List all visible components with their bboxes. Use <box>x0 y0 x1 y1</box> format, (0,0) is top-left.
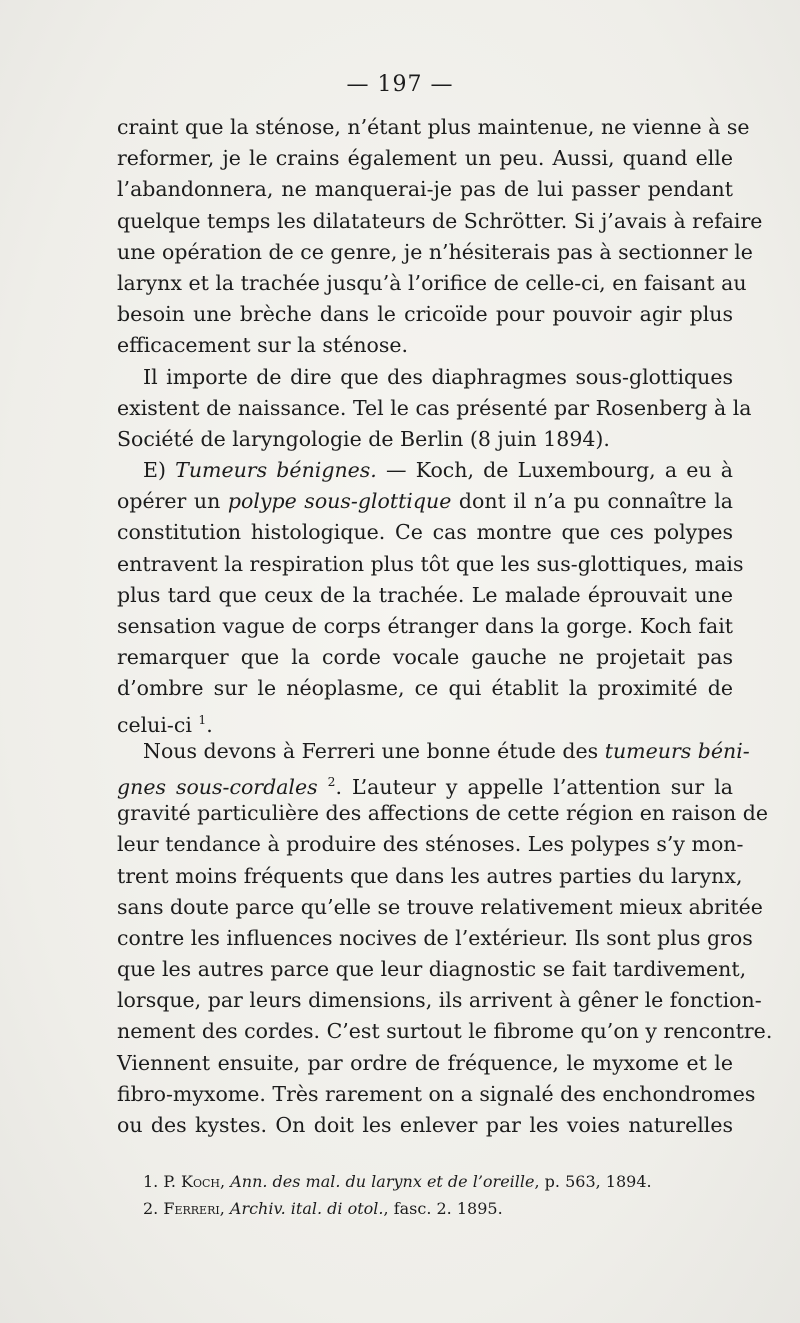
text-run: besoin une brèche dans le cricoïde pour pouvoir agir plus <box>117 302 733 327</box>
text-run: plus tard que ceux de la trachée. Le malade éprouvait une <box>117 582 733 607</box>
text-run <box>318 775 328 799</box>
text-line <box>117 580 733 611</box>
text-line <box>117 642 733 673</box>
text-run: gravité particulière des affections de cette région en raison de <box>117 801 768 826</box>
text-run: l’abandonnera, ne manquerai-je pas de lui passer pendant <box>117 177 733 202</box>
text-line <box>117 673 733 704</box>
text-run: opérer un <box>117 489 228 514</box>
text-run: existent de naissance. Tel le cas présenté par Rosenberg à la <box>117 395 752 420</box>
italic-text: Archiv. ital. di otol. <box>229 1199 384 1218</box>
italic-text: Ann. des mal. du larynx et de l’oreille <box>230 1172 535 1191</box>
italic-text: Tumeurs bénignes. <box>175 458 377 483</box>
text-line <box>117 767 733 798</box>
text-run: Nous devons à Ferreri une bonne étude des <box>143 738 605 763</box>
text-line <box>117 486 733 517</box>
text-line <box>117 237 753 268</box>
text-run: une opération de ce genre, je n’hésiterais pas à sectionner le <box>117 239 753 264</box>
text-line <box>117 206 763 237</box>
text-line <box>117 393 752 424</box>
text-line <box>117 143 733 174</box>
footnote <box>143 1168 723 1195</box>
text-run: leur tendance à produire des sténoses. Les polypes s’y mon- <box>117 832 744 857</box>
text-run: fibro-myxome. Très rarement on a signalé des enchondromes <box>117 1081 756 1106</box>
text-run: quelque temps les dilatateurs de Schrötter. Si j’avais à refaire <box>117 208 763 233</box>
text-line <box>117 174 733 205</box>
text-line <box>117 892 763 923</box>
text-line <box>117 268 747 299</box>
text-line <box>117 861 743 892</box>
text-run: Il importe de dire que des diaphragmes sous-glottiques <box>143 364 733 389</box>
text-line <box>117 954 747 985</box>
text-run: , <box>220 1172 231 1191</box>
text-line <box>117 736 750 767</box>
text-line <box>117 517 733 548</box>
text-line <box>117 455 733 486</box>
text-run: reformer, je le crains également un peu. Aussi, quand elle <box>117 146 733 171</box>
footnotes <box>143 1168 723 1222</box>
text-run: trent moins fréquents que dans les autres parties du larynx, <box>117 863 743 888</box>
text-run: , p. 563, 1894. <box>534 1172 652 1191</box>
body-text <box>117 112 773 1141</box>
text-run: contre les influences nocives de l’extérieur. Ils sont plus gros <box>117 925 753 950</box>
text-line <box>117 923 753 954</box>
text-run: craint que la sténose, n’étant plus maintenue, ne vienne à se <box>117 115 750 139</box>
text-run: Société de laryngologie de Berlin (8 juin 1894). <box>117 426 610 451</box>
text-line <box>117 1048 733 1079</box>
text-line <box>117 330 733 361</box>
text-line <box>117 1079 756 1110</box>
text-run: nement des cordes. C’est surtout le fibrome qu’on y rencontre. <box>117 1019 773 1044</box>
text-line <box>117 798 768 829</box>
text-run: lorsque, par leurs dimensions, ils arrivent à gêner le fonction- <box>117 988 762 1013</box>
text-run: sensation vague de corps étranger dans la gorge. Koch fait <box>117 614 733 638</box>
text-line <box>117 362 733 393</box>
text-run: , <box>219 1199 230 1218</box>
text-line <box>117 424 733 455</box>
text-line <box>117 829 744 860</box>
text-run: Viennent ensuite, par ordre de fréquence, le myxome et le <box>117 1050 733 1075</box>
footnote-ref: 2 <box>327 774 336 789</box>
footnote <box>143 1195 723 1222</box>
text-run: E) <box>143 458 176 483</box>
text-run: . <box>206 712 213 737</box>
text-line <box>117 549 744 580</box>
text-run: 2. <box>143 1199 164 1218</box>
text-run: . L’auteur y appelle l’attention sur la <box>335 774 733 799</box>
text-line <box>117 1110 733 1141</box>
text-run: larynx et la trachée jusqu’à l’orifice de celle-ci, en faisant au <box>117 270 747 295</box>
text-run: d’ombre sur le néoplasme, ce qui établit la proximité de <box>117 676 733 701</box>
text-run: Ferreri <box>163 1199 220 1218</box>
text-run: ou des kystes. On doit les enlever par les voies naturelles <box>117 1113 733 1137</box>
text-run: que les autres parce que leur diagnostic se fait tardivement, <box>117 957 747 982</box>
page-number: — 197 — <box>346 72 454 97</box>
italic-text: polype sous-glottique <box>227 489 452 514</box>
text-run: , fasc. 2. 1895. <box>383 1199 503 1218</box>
text-line <box>117 611 733 642</box>
text-run: dont il n’a pu connaître la <box>451 489 733 514</box>
text-run: — Koch, de Luxembourg, a eu à <box>376 458 734 483</box>
text-line <box>117 985 762 1016</box>
text-line <box>117 112 750 143</box>
text-run: entravent la respiration plus tôt que les sus-glottiques, mais <box>117 551 744 576</box>
text-run: efficacement sur la sténose. <box>117 333 409 358</box>
text-run: constitution histologique. Ce cas montre que ces polypes <box>117 520 733 545</box>
text-run: Koch <box>181 1172 221 1191</box>
text-run: remarquer que la corde vocale gauche ne projetait pas <box>117 645 733 670</box>
italic-text: gnes sous-cordales <box>117 774 318 799</box>
text-run: sans doute parce qu’elle se trouve relativement mieux abritée <box>117 894 763 919</box>
text-run: celui-ci <box>117 712 199 737</box>
text-line <box>117 299 733 330</box>
footnote-ref: 1 <box>198 712 207 727</box>
text-line <box>117 705 733 736</box>
italic-text: tumeurs béni- <box>604 738 750 763</box>
text-line <box>117 1016 773 1047</box>
text-run: 1. P. <box>143 1172 182 1191</box>
